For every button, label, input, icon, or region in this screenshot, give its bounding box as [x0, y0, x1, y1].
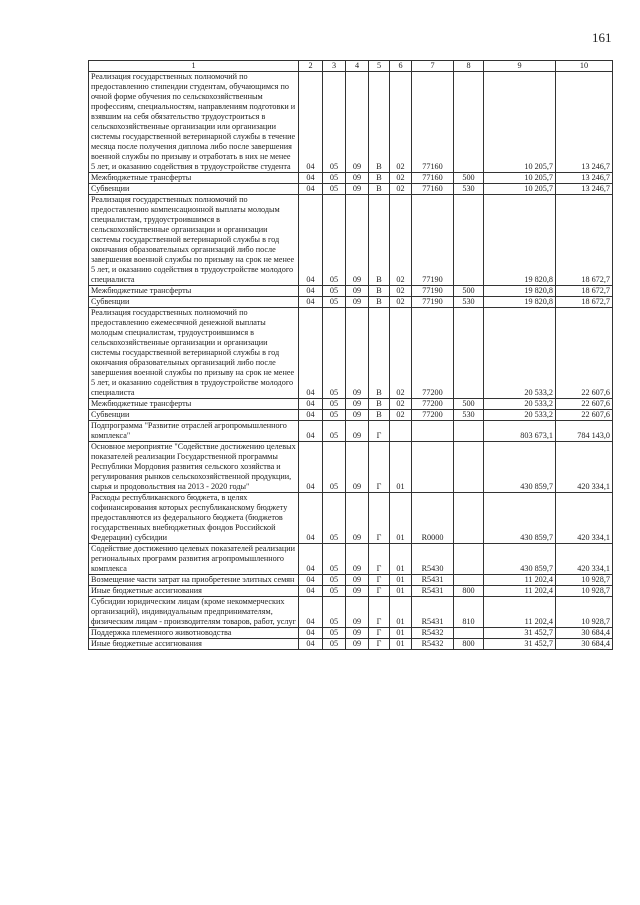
- target-article-cell: R5431: [412, 575, 454, 586]
- expense-type-cell: 810: [454, 597, 484, 628]
- expense-type-cell: 500: [454, 399, 484, 410]
- amount-year1-cell: 11 202,4: [484, 586, 556, 597]
- code-cell: 01: [390, 493, 412, 544]
- row-name-cell: Поддержка племенного животноводства: [89, 628, 299, 639]
- code-cell: 04: [299, 421, 323, 442]
- code-cell: В: [369, 184, 390, 195]
- code-cell: В: [369, 173, 390, 184]
- code-cell: 09: [346, 597, 369, 628]
- row-name-cell: Основное мероприятие "Содействие достижению целевых показателей реализации Государственной программы Республики Мордовия развития сельского хозяйства и регулирования рынков сельскохозяйственной продукции, сырья и продовольствия на 2013 - 2020 годы": [89, 442, 299, 493]
- code-cell: Г: [369, 544, 390, 575]
- header-cell: 2: [299, 61, 323, 72]
- code-cell: 09: [346, 442, 369, 493]
- code-cell: 04: [299, 308, 323, 399]
- table-row: [89, 421, 613, 442]
- amount-year1-cell: 19 820,8: [484, 286, 556, 297]
- expense-type-cell: [454, 493, 484, 544]
- amount-year1-cell: 430 859,7: [484, 493, 556, 544]
- table-row: [89, 410, 613, 421]
- expense-type-cell: 500: [454, 286, 484, 297]
- code-cell: 01: [390, 597, 412, 628]
- table-row: [89, 493, 613, 544]
- table-row: [89, 195, 613, 286]
- page-number: 161: [592, 30, 612, 45]
- code-cell: 05: [323, 308, 346, 399]
- expense-type-cell: [454, 195, 484, 286]
- amount-year1-cell: 19 820,8: [484, 297, 556, 308]
- amount-year2-cell: 18 672,7: [556, 297, 613, 308]
- code-cell: 09: [346, 297, 369, 308]
- code-cell: В: [369, 399, 390, 410]
- row-name-cell: Реализация государственных полномочий по предоставлению компенсационной выплаты молодым специалистам, трудоустроившимся в сельскохозяйственные организации и организации системы государственной ветеринарной службы в год окончания образовательных организаций либо после завершения военной службы по призыву на срок не менее 5 лет, и оказанию содействия в трудоустройстве молодого специалиста: [89, 195, 299, 286]
- amount-year1-cell: 430 859,7: [484, 544, 556, 575]
- row-name-cell: Межбюджетные трансферты: [89, 399, 299, 410]
- amount-year2-cell: 22 607,6: [556, 308, 613, 399]
- amount-year2-cell: 10 928,7: [556, 586, 613, 597]
- row-name-cell: Субвенции: [89, 297, 299, 308]
- row-name-cell: Реализация государственных полномочий по предоставлению стипендии студентам, обучающимся по очной форме обучения по сельскохозяйственным профессиям, специальностям, направлениям подготовки и взявшим на себя обязательство трудоустроиться в сельскохозяйственные организации или организации системы государственной ветеринарной службы в течение месяца после получения диплома либо после завершения военной службы по призыву и отработать в них не менее 5 лет, и оказанию содействия в трудоустройстве студента: [89, 72, 299, 173]
- code-cell: 09: [346, 195, 369, 286]
- code-cell: 02: [390, 195, 412, 286]
- table-row: [89, 544, 613, 575]
- row-name-cell: Реализация государственных полномочий по предоставлению ежемесячной денежной выплаты молодым специалистам, трудоустроившимся в сельскохозяйственные организации и организации системы государственной ветеринарной службы в год окончания образовательных организаций либо после завершения военной службы по призыву на срок не менее 5 лет, и оказанию содействия в трудоустройстве молодого специалиста: [89, 308, 299, 399]
- code-cell: 05: [323, 493, 346, 544]
- code-cell: 05: [323, 575, 346, 586]
- header-cell: 8: [454, 61, 484, 72]
- amount-year1-cell: 803 673,1: [484, 421, 556, 442]
- target-article-cell: 77160: [412, 173, 454, 184]
- target-article-cell: R5432: [412, 639, 454, 650]
- code-cell: 05: [323, 184, 346, 195]
- target-article-cell: R5432: [412, 628, 454, 639]
- code-cell: 02: [390, 308, 412, 399]
- amount-year1-cell: 20 533,2: [484, 308, 556, 399]
- target-article-cell: 77190: [412, 286, 454, 297]
- expense-type-cell: 800: [454, 639, 484, 650]
- header-cell: 9: [484, 61, 556, 72]
- code-cell: 09: [346, 410, 369, 421]
- code-cell: 01: [390, 442, 412, 493]
- row-name-cell: Межбюджетные трансферты: [89, 286, 299, 297]
- code-cell: 09: [346, 286, 369, 297]
- code-cell: 01: [390, 639, 412, 650]
- table-row: [89, 442, 613, 493]
- code-cell: 05: [323, 639, 346, 650]
- target-article-cell: 77200: [412, 399, 454, 410]
- expense-type-cell: [454, 575, 484, 586]
- target-article-cell: 77160: [412, 72, 454, 173]
- amount-year2-cell: 13 246,7: [556, 72, 613, 173]
- target-article-cell: 77190: [412, 195, 454, 286]
- amount-year2-cell: 30 684,4: [556, 639, 613, 650]
- code-cell: 09: [346, 639, 369, 650]
- header-cell: 7: [412, 61, 454, 72]
- code-cell: 09: [346, 421, 369, 442]
- code-cell: 04: [299, 399, 323, 410]
- amount-year1-cell: 31 452,7: [484, 628, 556, 639]
- amount-year2-cell: 420 334,1: [556, 544, 613, 575]
- code-cell: 04: [299, 195, 323, 286]
- code-cell: Г: [369, 493, 390, 544]
- code-cell: 04: [299, 72, 323, 173]
- expense-type-cell: 530: [454, 184, 484, 195]
- header-cell: 4: [346, 61, 369, 72]
- code-cell: 09: [346, 184, 369, 195]
- code-cell: 05: [323, 410, 346, 421]
- amount-year1-cell: 11 202,4: [484, 575, 556, 586]
- code-cell: 04: [299, 442, 323, 493]
- code-cell: 04: [299, 575, 323, 586]
- code-cell: 09: [346, 72, 369, 173]
- amount-year1-cell: 11 202,4: [484, 597, 556, 628]
- amount-year1-cell: 10 205,7: [484, 173, 556, 184]
- table-row: [89, 399, 613, 410]
- code-cell: 04: [299, 286, 323, 297]
- row-name-cell: Расходы республиканского бюджета, в целях софинансирования которых республиканскому бюджету предоставляются из федерального бюджета (бюджетов государственных внебюджетных фондов Российской Федерации) субсидии: [89, 493, 299, 544]
- header-cell: 1: [89, 61, 299, 72]
- row-name-cell: Иные бюджетные ассигнования: [89, 586, 299, 597]
- code-cell: 02: [390, 72, 412, 173]
- code-cell: 09: [346, 575, 369, 586]
- expense-type-cell: [454, 442, 484, 493]
- table-row: [89, 575, 613, 586]
- code-cell: 02: [390, 399, 412, 410]
- amount-year1-cell: 20 533,2: [484, 410, 556, 421]
- amount-year2-cell: 10 928,7: [556, 597, 613, 628]
- expense-type-cell: [454, 72, 484, 173]
- target-article-cell: R5431: [412, 586, 454, 597]
- code-cell: 09: [346, 308, 369, 399]
- code-cell: 04: [299, 639, 323, 650]
- row-name-cell: Возмещение части затрат на приобретение элитных семян: [89, 575, 299, 586]
- code-cell: В: [369, 72, 390, 173]
- table-row: [89, 628, 613, 639]
- code-cell: 02: [390, 297, 412, 308]
- code-cell: 02: [390, 286, 412, 297]
- code-cell: 04: [299, 628, 323, 639]
- code-cell: [390, 421, 412, 442]
- code-cell: 09: [346, 628, 369, 639]
- amount-year2-cell: 30 684,4: [556, 628, 613, 639]
- code-cell: Г: [369, 597, 390, 628]
- amount-year2-cell: 784 143,0: [556, 421, 613, 442]
- code-cell: 09: [346, 544, 369, 575]
- target-article-cell: R0000: [412, 493, 454, 544]
- code-cell: В: [369, 286, 390, 297]
- amount-year2-cell: 420 334,1: [556, 493, 613, 544]
- amount-year2-cell: 18 672,7: [556, 195, 613, 286]
- header-cell: 6: [390, 61, 412, 72]
- table-row: [89, 639, 613, 650]
- amount-year2-cell: 420 334,1: [556, 442, 613, 493]
- table-row: [89, 297, 613, 308]
- table-row: [89, 184, 613, 195]
- amount-year1-cell: 19 820,8: [484, 195, 556, 286]
- expense-type-cell: [454, 308, 484, 399]
- code-cell: 05: [323, 597, 346, 628]
- code-cell: В: [369, 297, 390, 308]
- table-row: [89, 308, 613, 399]
- code-cell: Г: [369, 639, 390, 650]
- row-name-cell: Содействие достижению целевых показателей реализации региональных программ развития агропромышленного комплекса: [89, 544, 299, 575]
- header-cell: 3: [323, 61, 346, 72]
- code-cell: Г: [369, 628, 390, 639]
- code-cell: В: [369, 410, 390, 421]
- code-cell: 09: [346, 493, 369, 544]
- row-name-cell: Субсидии юридическим лицам (кроме некоммерческих организаций), индивидуальным предпринимателям, физическим лицам - производителям товаров, работ, услуг: [89, 597, 299, 628]
- expense-type-cell: 530: [454, 297, 484, 308]
- amount-year1-cell: 10 205,7: [484, 184, 556, 195]
- code-cell: 04: [299, 597, 323, 628]
- amount-year1-cell: 31 452,7: [484, 639, 556, 650]
- code-cell: 05: [323, 173, 346, 184]
- code-cell: 05: [323, 286, 346, 297]
- row-name-cell: Субвенции: [89, 410, 299, 421]
- code-cell: 05: [323, 195, 346, 286]
- amount-year1-cell: 10 205,7: [484, 72, 556, 173]
- code-cell: В: [369, 195, 390, 286]
- table-row: [89, 173, 613, 184]
- code-cell: 09: [346, 399, 369, 410]
- expense-type-cell: [454, 544, 484, 575]
- row-name-cell: Подпрограмма "Развитие отраслей агропромышленного комплекса": [89, 421, 299, 442]
- code-cell: 05: [323, 442, 346, 493]
- code-cell: 01: [390, 586, 412, 597]
- expense-type-cell: 530: [454, 410, 484, 421]
- target-article-cell: R5431: [412, 597, 454, 628]
- code-cell: Г: [369, 586, 390, 597]
- code-cell: Г: [369, 442, 390, 493]
- code-cell: Г: [369, 421, 390, 442]
- target-article-cell: [412, 421, 454, 442]
- code-cell: 09: [346, 586, 369, 597]
- code-cell: 04: [299, 493, 323, 544]
- code-cell: 05: [323, 72, 346, 173]
- code-cell: 05: [323, 586, 346, 597]
- code-cell: 01: [390, 628, 412, 639]
- code-cell: 02: [390, 410, 412, 421]
- code-cell: 05: [323, 297, 346, 308]
- code-cell: 05: [323, 399, 346, 410]
- target-article-cell: 77190: [412, 297, 454, 308]
- amount-year2-cell: 10 928,7: [556, 575, 613, 586]
- code-cell: 05: [323, 544, 346, 575]
- row-name-cell: Субвенции: [89, 184, 299, 195]
- table-row: [89, 597, 613, 628]
- target-article-cell: R5430: [412, 544, 454, 575]
- target-article-cell: 77200: [412, 308, 454, 399]
- header-cell: 5: [369, 61, 390, 72]
- table-header-row: [89, 61, 613, 72]
- amount-year1-cell: 20 533,2: [484, 399, 556, 410]
- code-cell: 02: [390, 184, 412, 195]
- code-cell: 05: [323, 628, 346, 639]
- code-cell: 01: [390, 544, 412, 575]
- table-row: [89, 72, 613, 173]
- header-cell: 10: [556, 61, 613, 72]
- target-article-cell: 77200: [412, 410, 454, 421]
- amount-year2-cell: 13 246,7: [556, 184, 613, 195]
- code-cell: В: [369, 308, 390, 399]
- row-name-cell: Иные бюджетные ассигнования: [89, 639, 299, 650]
- table-row: [89, 586, 613, 597]
- amount-year2-cell: 22 607,6: [556, 410, 613, 421]
- amount-year2-cell: 13 246,7: [556, 173, 613, 184]
- budget-table: [88, 60, 613, 650]
- code-cell: 04: [299, 184, 323, 195]
- code-cell: 04: [299, 297, 323, 308]
- amount-year2-cell: 18 672,7: [556, 286, 613, 297]
- code-cell: 05: [323, 421, 346, 442]
- code-cell: 04: [299, 410, 323, 421]
- row-name-cell: Межбюджетные трансферты: [89, 173, 299, 184]
- code-cell: 02: [390, 173, 412, 184]
- target-article-cell: [412, 442, 454, 493]
- code-cell: 01: [390, 575, 412, 586]
- code-cell: 04: [299, 173, 323, 184]
- table-row: [89, 286, 613, 297]
- code-cell: Г: [369, 575, 390, 586]
- code-cell: 04: [299, 586, 323, 597]
- expense-type-cell: [454, 421, 484, 442]
- code-cell: 09: [346, 173, 369, 184]
- amount-year2-cell: 22 607,6: [556, 399, 613, 410]
- expense-type-cell: [454, 628, 484, 639]
- amount-year1-cell: 430 859,7: [484, 442, 556, 493]
- expense-type-cell: 500: [454, 173, 484, 184]
- target-article-cell: 77160: [412, 184, 454, 195]
- code-cell: 04: [299, 544, 323, 575]
- expense-type-cell: 800: [454, 586, 484, 597]
